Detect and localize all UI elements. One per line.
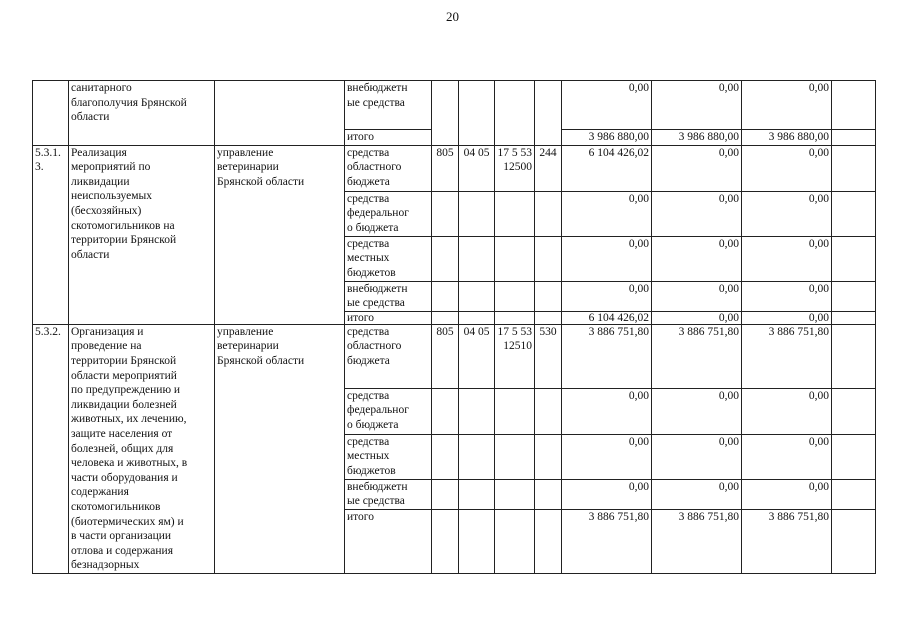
amount-year3: 0,00 (742, 311, 832, 324)
source-cell: внебюджетн ые средства (345, 479, 432, 509)
vr-cell: 244 (535, 145, 562, 191)
empty-cell (535, 311, 562, 324)
rzpr-cell: 04 05 (459, 324, 495, 388)
grbs-cell: 805 (432, 145, 459, 191)
empty-cell (495, 479, 535, 509)
amount-year2: 0,00 (652, 388, 742, 434)
empty-cell (459, 191, 495, 236)
empty-cell (459, 479, 495, 509)
row-number-cell (33, 81, 69, 146)
amount-year3: 0,00 (742, 434, 832, 479)
amount-year3: 0,00 (742, 281, 832, 311)
amount-year2: 0,00 (652, 145, 742, 191)
amount-year3: 3 886 751,80 (742, 324, 832, 388)
source-cell: итого (345, 311, 432, 324)
empty-cell (832, 311, 876, 324)
source-cell: средства областного бюджета (345, 324, 432, 388)
amount-year1: 0,00 (562, 81, 652, 130)
empty-cell (459, 281, 495, 311)
empty-cell (459, 509, 495, 573)
amount-year1: 0,00 (562, 434, 652, 479)
empty-cell (432, 479, 459, 509)
amount-year2: 0,00 (652, 479, 742, 509)
measure-name-cell: санитарного благополучия Брянской области (69, 81, 215, 146)
row-number-cell: 5.3.2. (33, 324, 69, 573)
amount-year2: 0,00 (652, 281, 742, 311)
source-cell: внебюджетн ые средства (345, 81, 432, 130)
empty-cell (459, 388, 495, 434)
amount-year2: 3 986 880,00 (652, 130, 742, 146)
empty-cell (535, 509, 562, 573)
amount-year1: 0,00 (562, 191, 652, 236)
executor-cell: управление ветеринарии Брянской области (215, 324, 345, 573)
source-cell: средства местных бюджетов (345, 434, 432, 479)
empty-cell (832, 145, 876, 191)
empty-cell (432, 311, 459, 324)
executor-cell (215, 81, 345, 146)
empty-cell (832, 191, 876, 236)
csr-cell (495, 81, 535, 146)
vr-cell: 530 (535, 324, 562, 388)
amount-year2: 0,00 (652, 81, 742, 130)
empty-cell (535, 281, 562, 311)
empty-cell (432, 434, 459, 479)
amount-year1: 0,00 (562, 388, 652, 434)
amount-year2: 0,00 (652, 434, 742, 479)
source-cell: итого (345, 130, 432, 146)
rzpr-cell (459, 81, 495, 146)
empty-cell (535, 191, 562, 236)
empty-cell (432, 191, 459, 236)
amount-year3: 0,00 (742, 145, 832, 191)
empty-cell (495, 281, 535, 311)
empty-cell (495, 509, 535, 573)
amount-year1: 6 104 426,02 (562, 145, 652, 191)
amount-year1: 3 886 751,80 (562, 324, 652, 388)
source-cell: средства местных бюджетов (345, 236, 432, 281)
page-number: 20 (446, 9, 459, 24)
empty-cell (495, 191, 535, 236)
amount-year1: 3 986 880,00 (562, 130, 652, 146)
empty-cell (432, 236, 459, 281)
source-cell: средства федеральног о бюджета (345, 388, 432, 434)
budget-table (32, 80, 876, 574)
empty-cell (459, 236, 495, 281)
empty-cell (535, 479, 562, 509)
source-cell: средства федеральног о бюджета (345, 191, 432, 236)
source-cell: средства областного бюджета (345, 145, 432, 191)
amount-year2: 0,00 (652, 311, 742, 324)
empty-cell (832, 324, 876, 388)
empty-cell (432, 281, 459, 311)
amount-year1: 6 104 426,02 (562, 311, 652, 324)
amount-year1: 0,00 (562, 479, 652, 509)
empty-cell (832, 236, 876, 281)
empty-cell (495, 311, 535, 324)
empty-cell (459, 311, 495, 324)
grbs-cell (432, 81, 459, 146)
amount-year3: 0,00 (742, 236, 832, 281)
empty-cell (432, 388, 459, 434)
empty-cell (832, 434, 876, 479)
amount-year3: 3 986 880,00 (742, 130, 832, 146)
source-cell: внебюджетн ые средства (345, 281, 432, 311)
table-row (33, 324, 876, 388)
empty-cell (832, 281, 876, 311)
amount-year2: 3 886 751,80 (652, 509, 742, 573)
empty-cell (535, 236, 562, 281)
empty-cell (432, 509, 459, 573)
row-number-cell: 5.3.1. 3. (33, 145, 69, 324)
table-row (33, 145, 876, 191)
empty-cell (535, 388, 562, 434)
amount-year3: 0,00 (742, 388, 832, 434)
amount-year2: 0,00 (652, 236, 742, 281)
empty-cell (832, 479, 876, 509)
csr-cell: 17 5 53 12510 (495, 324, 535, 388)
measure-name-cell: Организация и проведение на территории Брянской области мероприятий по предупреждению и ликвидации болезней животных, их лечению, защите населения от болезней, общих для человека и животных, в части оборудования и содержания скотомогильников (биотермических ям) и в части организации отлова и содержания безнадзорных (69, 324, 215, 573)
amount-year1: 3 886 751,80 (562, 509, 652, 573)
amount-year3: 0,00 (742, 191, 832, 236)
empty-cell (535, 434, 562, 479)
amount-year3: 3 886 751,80 (742, 509, 832, 573)
empty-cell (495, 388, 535, 434)
empty-cell (459, 434, 495, 479)
source-cell: итого (345, 509, 432, 573)
grbs-cell: 805 (432, 324, 459, 388)
empty-cell (495, 434, 535, 479)
empty-cell (832, 509, 876, 573)
empty-cell (832, 388, 876, 434)
empty-cell (832, 81, 876, 130)
table-row (33, 81, 876, 130)
csr-cell: 17 5 53 12500 (495, 145, 535, 191)
amount-year3: 0,00 (742, 479, 832, 509)
amount-year3: 0,00 (742, 81, 832, 130)
amount-year2: 3 886 751,80 (652, 324, 742, 388)
rzpr-cell: 04 05 (459, 145, 495, 191)
empty-cell (832, 130, 876, 146)
amount-year1: 0,00 (562, 281, 652, 311)
vr-cell (535, 81, 562, 146)
measure-name-cell: Реализация мероприятий по ликвидации неиспользуемых (бесхозяйных) скотомогильников на территории Брянской области (69, 145, 215, 324)
amount-year2: 0,00 (652, 191, 742, 236)
amount-year1: 0,00 (562, 236, 652, 281)
empty-cell (495, 236, 535, 281)
executor-cell: управление ветеринарии Брянской области (215, 145, 345, 324)
